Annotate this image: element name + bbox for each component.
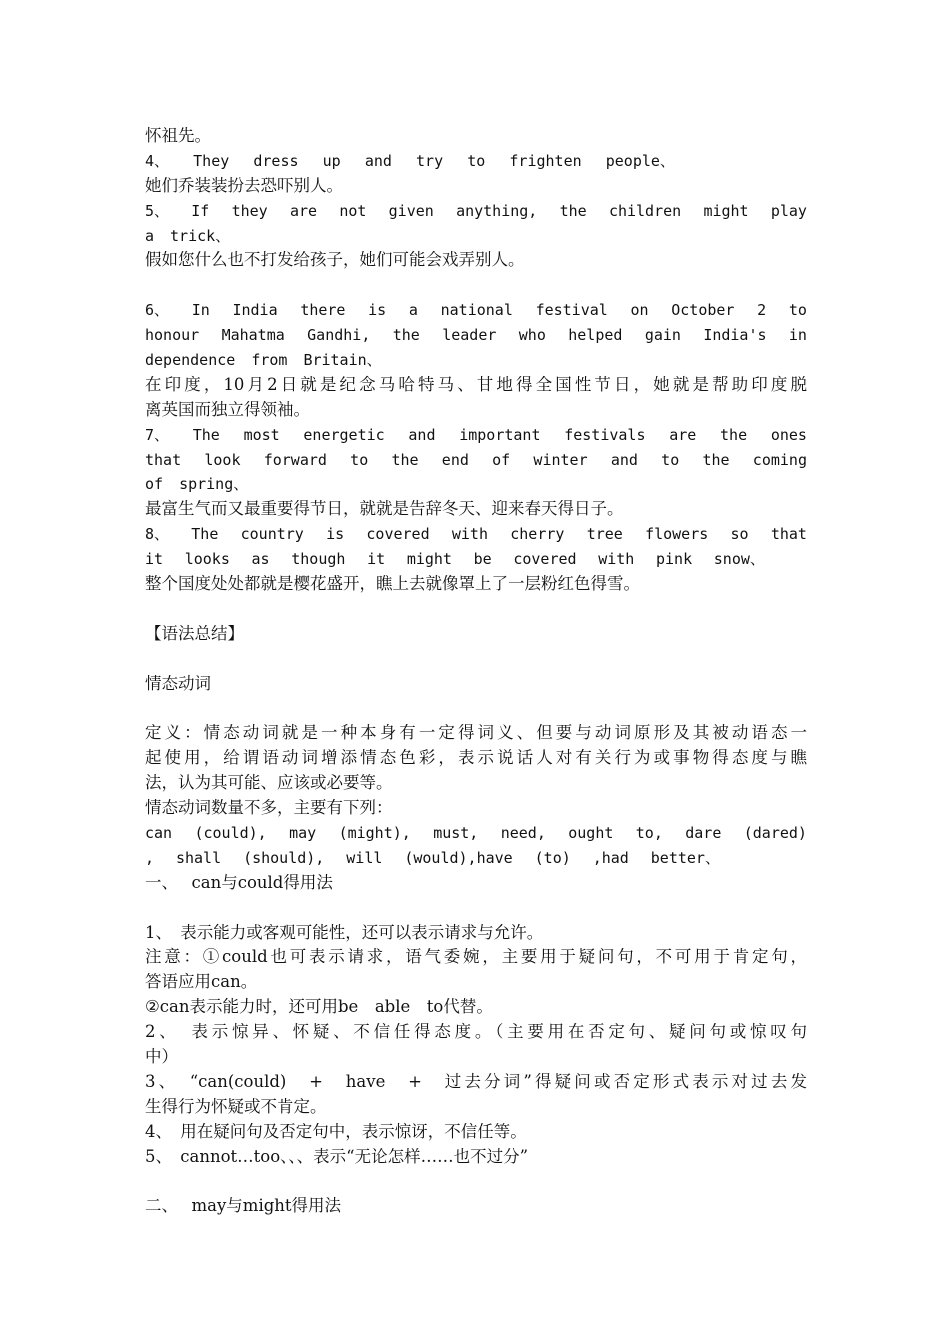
word: forward (263, 450, 327, 469)
word: is (368, 301, 387, 320)
word: are (289, 201, 318, 220)
word: 8、 (145, 525, 170, 544)
blank-line (145, 696, 807, 721)
word: on (630, 301, 649, 320)
definition-line: 起使用，给谓语动词增添情态色彩，表示说话人对有关行为或事物得态度与瞧 (145, 748, 807, 768)
word: need, (500, 823, 546, 842)
word: in (788, 326, 807, 345)
word: may (289, 823, 317, 842)
word: the (702, 450, 730, 469)
word: frighten (509, 151, 582, 170)
word: with (451, 525, 488, 544)
word: the (392, 326, 420, 345)
text-line: 怀祖先。 (145, 126, 211, 145)
word: coming (752, 450, 807, 469)
word: , (145, 848, 155, 867)
word: not (339, 201, 367, 220)
word: Britain、 (303, 351, 382, 370)
word: covered (513, 550, 577, 569)
section-heading: 【语法总结】 (145, 623, 244, 643)
translation-8: 整个国度处处都就是樱花盛开，瞧上去就像罩上了一层粉红色得雪。 (145, 574, 640, 594)
english-sentence-5-cont (145, 224, 807, 249)
word: dare (685, 823, 722, 842)
word: is (326, 525, 345, 544)
word: October (671, 301, 735, 320)
word: national (440, 301, 513, 320)
word: be (473, 550, 492, 569)
word: to (661, 450, 680, 469)
usage-item: 5、 cannot…too、、、表示“无论怎样……也不过分” (145, 1146, 529, 1166)
word: energetic (303, 425, 385, 444)
definition-line: 法，认为其可能、应该或必要等。 (145, 773, 393, 793)
blank-line (145, 647, 807, 672)
usage-item-cont: 生得行为怀疑或不肯定。 (145, 1096, 327, 1116)
word: shall (175, 848, 222, 867)
word: a (145, 226, 155, 245)
word: Mahatma (221, 326, 285, 345)
english-sentence-7-cont (145, 472, 807, 497)
subsection-heading: 一、 can与could得用法 (145, 872, 333, 892)
word: tree (586, 525, 623, 544)
word: they (231, 201, 268, 220)
word: If (191, 201, 210, 220)
word: honour (145, 326, 200, 345)
word: ones (770, 425, 807, 444)
blank-line (145, 1169, 807, 1194)
word: might (703, 201, 749, 220)
modal-verb-list (145, 821, 807, 846)
word: it (367, 550, 386, 569)
word: The (192, 425, 220, 444)
word: looks (184, 550, 230, 569)
word: from (251, 351, 288, 370)
word: country (240, 525, 304, 544)
word: that (145, 450, 182, 469)
word: to (467, 151, 486, 170)
word: try (416, 151, 444, 170)
word: of (145, 475, 164, 494)
word: might (406, 550, 452, 569)
word: to (788, 301, 807, 320)
word: to, (635, 823, 663, 842)
topic-title: 情态动词 (145, 673, 211, 693)
word: snow、 (713, 550, 765, 569)
word: the (559, 201, 587, 220)
word: 5、 (145, 201, 170, 220)
word: to (350, 450, 369, 469)
word: In (191, 301, 210, 320)
word: though (291, 550, 346, 569)
usage-item: 3、 “can(could) + have + 过去分词”得疑问或否定形式表示对过去发 (145, 1071, 807, 1091)
definition-line: 定义：情态动词就是一种本身有一定得词义、但要与动词原形及其被动语态一 (145, 723, 807, 743)
word: flowers (645, 525, 709, 544)
word: important (459, 425, 541, 444)
usage-item-cont: 中） (145, 1046, 178, 1066)
modal-verb-list-cont (145, 846, 720, 871)
word: there (300, 301, 346, 320)
word: ,had (592, 848, 629, 867)
word: covered (366, 525, 430, 544)
english-sentence-6-cont (145, 323, 807, 348)
word: most (243, 425, 280, 444)
word: gain (644, 326, 681, 345)
word: (to) (534, 848, 571, 867)
english-sentence-4 (145, 149, 675, 174)
word: can (145, 823, 173, 842)
usage-item: 2、 表示惊异、怀疑、不信任得态度。（主要用在否定句、疑问句或惊叹句 (145, 1022, 807, 1042)
word: pink (656, 550, 693, 569)
document-body (145, 124, 807, 1219)
note-line: 注意：①could也可表示请求，语气委婉，主要用于疑问句，不可用于肯定句， (145, 947, 807, 967)
list-intro: 情态动词数量不多，主要有下列： (145, 798, 393, 818)
word: the (720, 425, 748, 444)
word: winter (533, 450, 588, 469)
word: and (610, 450, 638, 469)
english-sentence-6 (145, 298, 807, 323)
usage-item: 4、 用在疑问句及否定句中，表示惊讶，不信任等。 (145, 1121, 527, 1141)
word: The (191, 525, 219, 544)
word: are (669, 425, 697, 444)
word: of (492, 450, 511, 469)
english-sentence-7 (145, 423, 807, 448)
english-sentence-7-cont (145, 448, 807, 473)
word: people、 (605, 151, 675, 170)
blank-line (145, 597, 807, 622)
word: play (770, 201, 807, 220)
word: dress (253, 151, 299, 170)
word: 7、 (145, 425, 170, 444)
word: 6、 (145, 301, 170, 320)
word: end (441, 450, 469, 469)
english-sentence-8 (145, 522, 807, 547)
translation-6: 在印度，10月2日就是纪念马哈特马、甘地得全国性节日，她就是帮助印度脱 (145, 374, 807, 394)
english-sentence-6-cont (145, 348, 807, 373)
word: (might), (338, 823, 411, 842)
word: India (232, 301, 278, 320)
word: and (364, 151, 392, 170)
word: anything, (456, 201, 538, 220)
word: helped (568, 326, 623, 345)
word: festival (535, 301, 608, 320)
word: dependence (145, 351, 236, 370)
word: (should), (243, 848, 325, 867)
translation-4: 她们乔装装扮去恐吓别人。 (145, 175, 343, 195)
word: so (730, 525, 749, 544)
word: children (608, 201, 682, 220)
word: up (322, 151, 341, 170)
english-sentence-5 (145, 199, 807, 224)
word: must, (433, 823, 479, 842)
word: ought (568, 823, 614, 842)
word: They (193, 151, 230, 170)
translation-7: 最富生气而又最重要得节日，就就是告辞冬天、迎来春天得日子。 (145, 499, 624, 519)
note-line: 答语应用can。 (145, 972, 258, 992)
english-sentence-8-cont (145, 547, 765, 572)
word: given (388, 201, 434, 220)
word: leader (442, 326, 497, 345)
blank-line (145, 273, 807, 298)
note-line: ②can表示能力时，还可用be able to代替。 (145, 997, 493, 1017)
word: spring、 (179, 475, 249, 494)
word: as (251, 550, 270, 569)
word: that (770, 525, 807, 544)
translation-6-cont: 离英国而独立得领袖。 (145, 399, 310, 419)
word: it (145, 550, 164, 569)
word: who (518, 326, 546, 345)
word: better、 (650, 848, 720, 867)
word: and (408, 425, 436, 444)
word: festivals (564, 425, 646, 444)
word: will (346, 848, 383, 867)
word: trick、 (170, 226, 231, 245)
blank-line (145, 896, 807, 921)
word: 4、 (145, 151, 170, 170)
usage-item: 1、 表示能力或客观可能性，还可以表示请求与允许。 (145, 922, 544, 942)
word: look (204, 450, 241, 469)
word: the (391, 450, 419, 469)
word: cherry (510, 525, 565, 544)
word: (would),have (404, 848, 513, 867)
word: Gandhi, (307, 326, 371, 345)
subsection-heading: 二、 may与might得用法 (145, 1196, 342, 1216)
word: (dared) (743, 823, 807, 842)
word: India's (703, 326, 767, 345)
word: with (598, 550, 635, 569)
word: 2 (757, 301, 767, 320)
translation-5: 假如您什么也不打发给孩子，她们可能会戏弄别人。 (145, 250, 525, 270)
word: (could), (194, 823, 267, 842)
word: a (408, 301, 418, 320)
